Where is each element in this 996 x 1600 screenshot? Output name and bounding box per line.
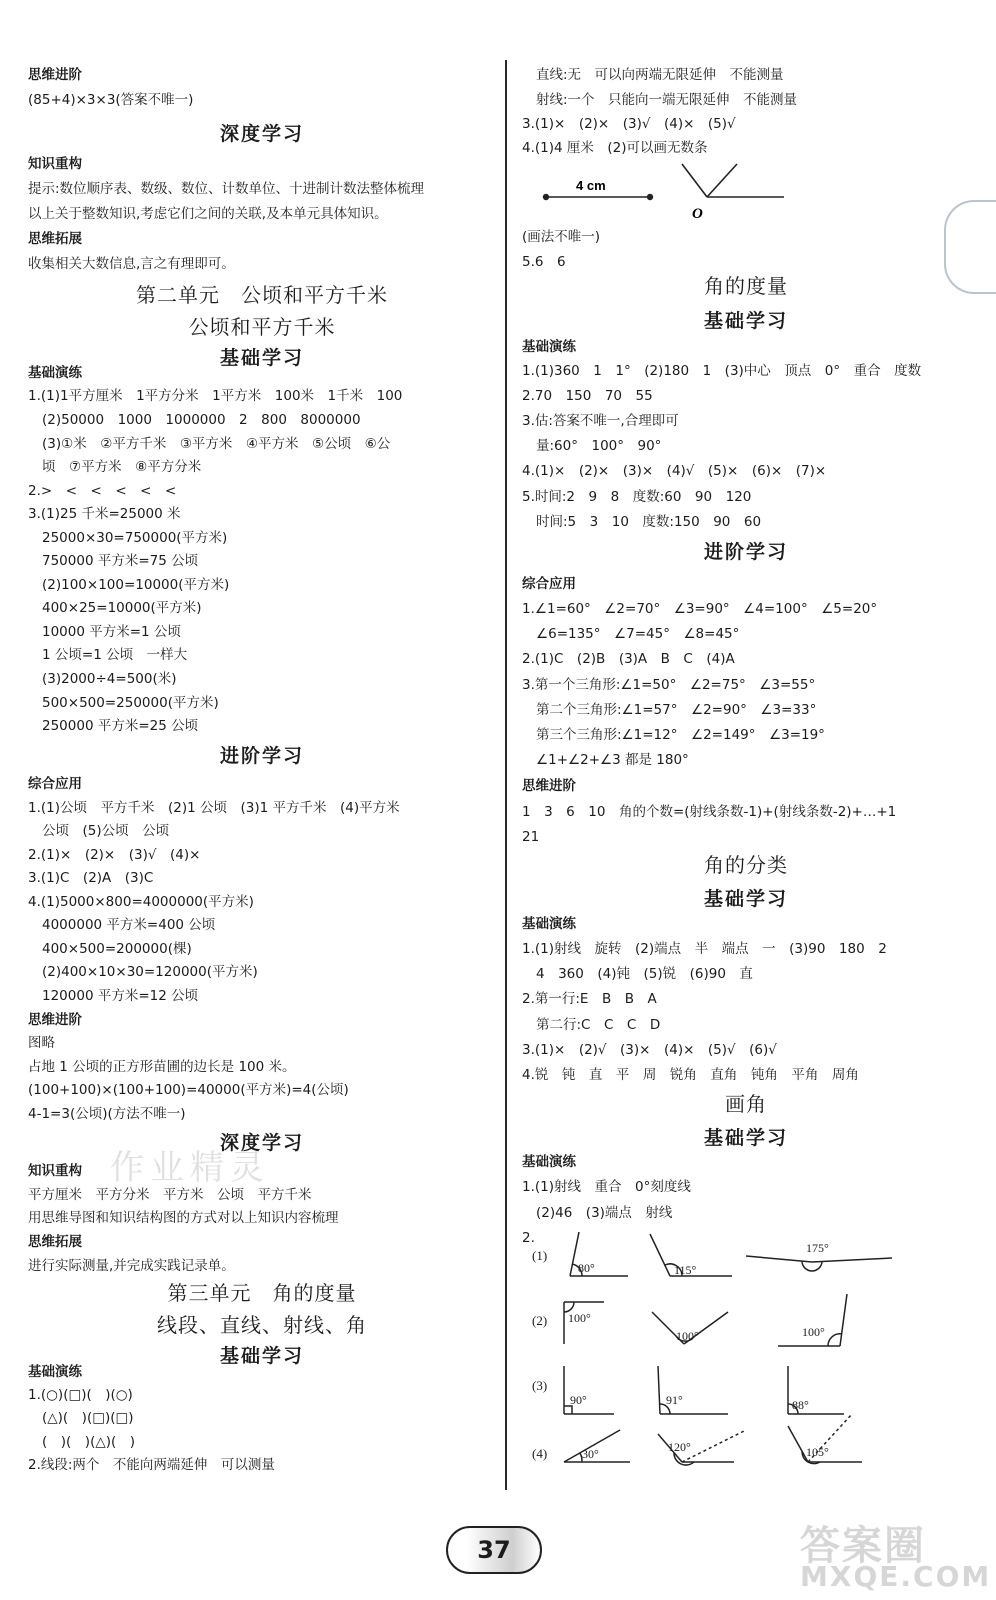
right-angle-mark (564, 1406, 572, 1414)
answer-line: (100+100)×(100+100)=40000(平方米)=4(公顷) (28, 1082, 349, 1098)
section-title: 基础学习 (703, 888, 788, 910)
answer-line: 4.(1)× (2)× (3)× (4)√ (5)× (6)× (7)× (522, 463, 827, 479)
answer-line: 公顷 (5)公顷 公顷 (42, 823, 170, 839)
answer-line: 以上关于整数知识,考虑它们之间的关联,及本单元具体知识。 (28, 206, 388, 222)
answer-line: 21 (522, 829, 540, 845)
section-title: 基础学习 (219, 347, 304, 369)
dashed-ray (682, 1430, 746, 1462)
drawn-angles-figure (522, 1226, 970, 1476)
answer-line: 750000 平方米=75 公顷 (42, 553, 199, 569)
answer-line: (85+4)×3×3(答案不唯一) (28, 92, 194, 108)
row-label: (4) (532, 1446, 548, 1461)
section-title: 基础学习 (219, 1345, 304, 1367)
answer-line: 用思维导图和知识结构图的方式对以上知识内容梳理 (28, 1210, 339, 1226)
angle-label: 105° (806, 1445, 829, 1459)
answer-line: 250000 平方米=25 公顷 (42, 718, 199, 734)
answer-line: (画法不唯一) (522, 229, 601, 245)
answer-line: 1.(1)射线 重合 0°刻度线 (522, 1179, 691, 1195)
row-label: (1) (532, 1248, 548, 1263)
answer-line: 收集相关大数信息,言之有理即可。 (28, 256, 235, 272)
answer-line: 2.(1)× (2)× (3)√ (4)× (28, 847, 201, 863)
subheading: 知识重构 (28, 1163, 82, 1179)
answer-line: 400×25=10000(平方米) (42, 600, 202, 616)
answer-line: (2)50000 1000 1000000 2 800 8000000 (42, 412, 361, 428)
answer-line: (2)46 (3)端点 射线 (536, 1205, 673, 1221)
segment-endpoint (647, 194, 653, 200)
subheading: 基础演练 (522, 339, 576, 355)
angle-ray (650, 1234, 670, 1276)
segment-length-label: 4 cm (576, 178, 606, 193)
angle-label: 88° (792, 1398, 809, 1412)
section-title: 进阶学习 (219, 745, 304, 767)
subheading: 基础演练 (522, 1154, 576, 1170)
subheading: 基础演练 (522, 916, 576, 932)
subheading: 基础演练 (28, 1364, 82, 1380)
angle-ray (658, 1366, 660, 1414)
answer-line: 1 3 6 10 角的个数=(射线条数-1)+(射线条数-2)+…+1 (522, 804, 897, 820)
lesson-title: 线段、直线、射线、角 (157, 1313, 367, 1337)
watermark-url: MXQE.COM (800, 1560, 992, 1593)
answer-line: 2.(1)C (2)B (3)A B C (4)A (522, 651, 735, 667)
answer-line: 1.(1)射线 旋转 (2)端点 半 端点 一 (3)90 180 2 (522, 941, 887, 957)
subheading: 思维拓展 (28, 231, 82, 247)
answer-line: 3.估:答案不唯一,合理即可 (522, 413, 679, 429)
angle-ray (840, 1294, 847, 1346)
answer-line: 第二行:C C C D (536, 1017, 661, 1033)
answer-line: 400×500=200000(棵) (42, 941, 192, 957)
answer-line: 4.(1)5000×800=4000000(平方米) (28, 894, 254, 910)
angle-ray (812, 1258, 892, 1262)
angle-label: 115° (674, 1263, 697, 1277)
subheading: 基础演练 (28, 365, 82, 381)
answer-line: 2.70 150 70 55 (522, 388, 653, 404)
section-title: 基础学习 (703, 1127, 788, 1149)
subheading: 思维进阶 (522, 778, 576, 794)
subheading: 综合应用 (28, 776, 82, 792)
answer-line: 提示:数位顺序表、数级、数位、计数单位、十进制计数法整体梳理 (28, 181, 425, 197)
answer-line: 第三个三角形:∠1=12° ∠2=149° ∠3=19° (536, 727, 825, 743)
angle-label: 100° (568, 1311, 591, 1325)
subheading: 知识重构 (28, 156, 82, 172)
answer-line: 1.(1)360 1 1° (2)180 1 (3)中心 顶点 0° 重合 度数 (522, 363, 922, 379)
answer-line: (2)400×10×30=120000(平方米) (42, 964, 258, 980)
angle-label: 91° (666, 1393, 683, 1407)
answer-line: 25000×30=750000(平方米) (42, 530, 228, 546)
answer-line: 图略 (28, 1035, 55, 1051)
answer-line: ( )( )(△)( ) (42, 1434, 136, 1450)
unit-title: 第二单元 公顷和平方千米 (136, 283, 388, 307)
angle-label: 80° (578, 1261, 595, 1275)
segment-endpoint (543, 194, 549, 200)
answer-line: 2.> < < < < < (28, 483, 177, 499)
answer-line: 1.(1)1平方厘米 1平方分米 1平方米 100米 1千米 100 (28, 388, 403, 404)
subheading: 思维进阶 (28, 1012, 82, 1028)
angle-label: 100° (802, 1325, 825, 1339)
section-title: 深度学习 (219, 123, 304, 145)
vertex-label: O (692, 206, 703, 222)
angle-label: 90° (570, 1393, 587, 1407)
answer-line: 3.(1)25 千米=25000 米 (28, 506, 181, 522)
answer-line: 1 公顷=1 公顷 一样大 (42, 647, 188, 663)
lesson-title: 画角 (725, 1092, 767, 1116)
answer-line: 射线:一个 只能向一端无限延伸 不能测量 (536, 92, 798, 108)
answer-line: ∠1+∠2+∠3 都是 180° (536, 752, 689, 768)
answer-line: 2.线段:两个 不能向两端延伸 可以测量 (28, 1457, 275, 1473)
answer-line: 占地 1 公顷的正方形苗圃的边长是 100 米。 (28, 1059, 296, 1075)
subheading: 思维拓展 (28, 1234, 82, 1250)
section-title: 基础学习 (703, 310, 788, 332)
answer-line: 4.(1)4 厘米 (2)可以画无数条 (522, 140, 708, 156)
angle-ray (707, 164, 737, 197)
answer-line: 1.(1)公顷 平方千米 (2)1 公顷 (3)1 平方千米 (4)平方米 (28, 800, 400, 816)
lesson-title: 公顷和平方千米 (188, 315, 336, 339)
section-title: 进阶学习 (703, 541, 788, 563)
answer-line: 2. (522, 1230, 535, 1246)
answer-line: 10000 平方米=1 公顷 (42, 624, 181, 640)
answer-line: 4 360 (4)钝 (5)锐 (6)90 直 (536, 966, 753, 982)
column-divider (505, 60, 507, 1490)
answer-line: (3)①米 ②平方千米 ③平方米 ④平方米 ⑤公顷 ⑥公 (42, 436, 391, 452)
answer-line: 量:60° 100° 90° (536, 438, 662, 454)
subheading: 综合应用 (522, 576, 576, 592)
watermark-logo: 答案圈 (800, 1523, 926, 1569)
answer-line: 3.(1)× (2)√ (3)× (4)× (5)√ (6)√ (522, 1042, 777, 1058)
answer-line: 时间:5 3 10 度数:150 90 60 (536, 514, 762, 530)
answer-line: (3)2000÷4=500(米) (42, 671, 177, 687)
answer-line: ∠6=135° ∠7=45° ∠8=45° (536, 626, 740, 642)
section-title: 深度学习 (219, 1132, 304, 1154)
row-label: (2) (532, 1313, 548, 1328)
answer-line: (△)( )(□)(□) (42, 1410, 134, 1426)
answer-line: 2.第一行:E B B A (522, 991, 657, 1007)
answer-line: 顷 ⑦平方米 ⑧平方分米 (42, 459, 202, 475)
heading-thinking-advance: 思维进阶 (28, 67, 82, 83)
answer-line: 3.(1)× (2)× (3)√ (4)× (5)√ (522, 116, 736, 132)
page-number: 37 (446, 1526, 542, 1574)
unit-title: 第三单元 角的度量 (167, 1281, 357, 1305)
answer-line: 3.第一个三角形:∠1=50° ∠2=75° ∠3=55° (522, 677, 816, 693)
angle-ray (682, 164, 707, 197)
answer-line: 120000 平方米=12 公顷 (42, 988, 199, 1004)
answer-line: 1.∠1=60° ∠2=70° ∠3=90° ∠4=100° ∠5=20° (522, 601, 878, 617)
answer-line: 500×500=250000(平方米) (42, 695, 219, 711)
angle-ray (788, 1426, 808, 1462)
answer-line: 5.6 6 (522, 254, 566, 270)
angle-arc (802, 1261, 822, 1271)
row-label: (3) (532, 1378, 548, 1393)
lesson-title: 角的分类 (704, 853, 788, 877)
answer-line: 5.时间:2 9 8 度数:60 90 120 (522, 489, 752, 505)
angle-label: 175° (806, 1241, 829, 1255)
answer-line: (2)100×100=10000(平方米) (42, 577, 230, 593)
segment-and-angle-figure (532, 160, 792, 225)
answer-line: 1.(○)(□)( )(○) (28, 1387, 133, 1403)
angle-label: 100° (676, 1329, 699, 1343)
angle-label: 120° (668, 1440, 691, 1454)
answer-line: 进行实际测量,并完成实践记录单。 (28, 1258, 235, 1274)
angle-arc (674, 1453, 694, 1465)
angle-label: 30° (582, 1447, 599, 1461)
answer-line: 4-1=3(公顷)(方法不唯一) (28, 1106, 186, 1122)
lesson-title: 角的度量 (704, 274, 788, 298)
answer-line: 平方厘米 平方分米 平方米 公顷 平方千米 (28, 1187, 312, 1203)
watermark-mid: 作业精灵 (110, 1148, 270, 1188)
answer-line: 4.锐 钝 直 平 周 锐角 直角 钝角 平角 周角 (522, 1067, 859, 1083)
answer-line: 4000000 平方米=400 公顷 (42, 917, 216, 933)
answer-line: 直线:无 可以向两端无限延伸 不能测量 (536, 67, 784, 83)
answer-line: 第二个三角形:∠1=57° ∠2=90° ∠3=33° (536, 702, 817, 718)
answer-line: 3.(1)C (2)A (3)C (28, 870, 154, 886)
